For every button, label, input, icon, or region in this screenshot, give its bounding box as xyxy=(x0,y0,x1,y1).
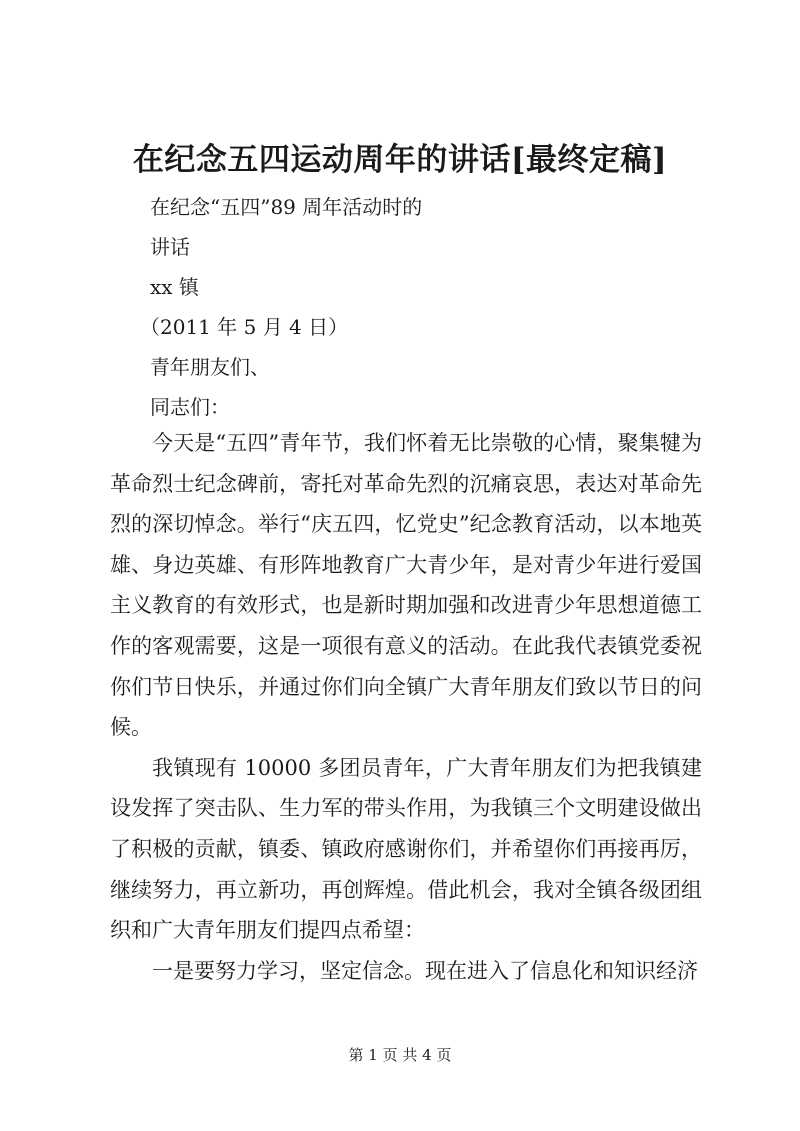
date-line: （2011 年 5 月 4 日） xyxy=(140,315,349,339)
body-paragraph: 一是要努力学习，坚定信念。现在进入了信息化和知识经济 xyxy=(152,958,698,983)
subtitle-line-1: 在纪念“五四”89 周年活动时的 xyxy=(150,195,423,219)
document-title: 在纪念五四运动周年的讲话[最终定稿] xyxy=(132,142,668,178)
speaker-line: xx 镇 xyxy=(150,275,199,299)
body-paragraph: 今天是“五四”青年节，我们怀着无比崇敬的心情，聚集犍为革命烈士纪念碑前，寄托对革命先烈的沉痛哀思，表达对革命先烈的深切悼念。举行“庆五四，忆党史”纪念教育活动，以本地英雄、身边英雄、有形阵地教育广大青少年，是对青少年进行爱国主义教育的有效形式，也是新时期加强和改进青少年思想道德工作的客观需要，这是一项很有意义的活动。在此我代表镇党委祝你们节日快乐，并通过你们向全镇广大青年朋友们致以节日的问候。 xyxy=(110,431,702,740)
document-body xyxy=(110,423,702,991)
page-footer: 第 1 页 共 4 页 xyxy=(348,1046,452,1064)
salutation-line-2: 同志们： xyxy=(150,395,230,419)
body-paragraph: 我镇现有 10000 多团员青年，广大青年朋友们为把我镇建设发挥了突击队、生力军的带头作用，为我镇三个文明建设做出了积极的贡献，镇委、镇政府感谢你们，并希望你们再接再厉，继续努力，再立新功，再创辉煌。借此机会，我对全镇各级团组织和广大青年朋友们提四点希望： xyxy=(110,755,702,943)
salutation-line-1: 青年朋友们、 xyxy=(150,355,270,379)
subtitle-line-2: 讲话 xyxy=(150,235,190,259)
